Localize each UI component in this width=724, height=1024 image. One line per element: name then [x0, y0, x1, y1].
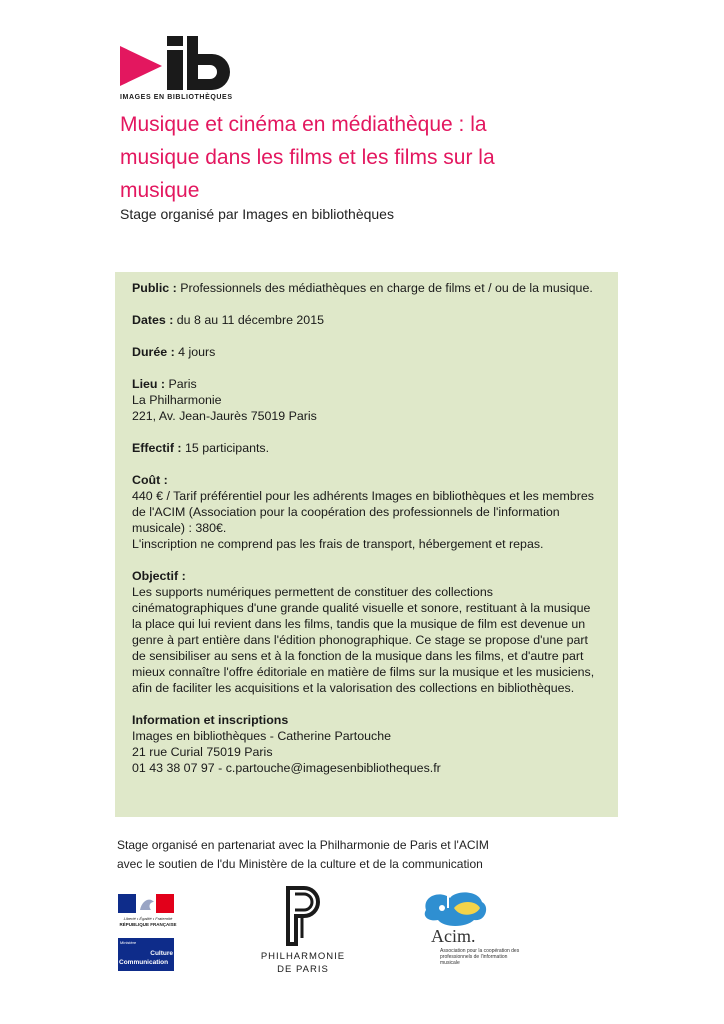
- logo-caption: IMAGES EN BIBLIOTHÈQUES: [120, 94, 233, 101]
- cout-note: L'inscription ne comprend pas les frais de transport, hébergement et repas.: [132, 537, 544, 551]
- cout-tarif: 440 € / Tarif préférentiel pour les adhérents Images en bibliothèques et les membres de l'ACIM (Association pour la coopération des professionnels de l'information musicale) : 380€.: [132, 489, 594, 535]
- ministere-culture-label: Culture: [150, 950, 173, 957]
- dates-block: [132, 312, 602, 328]
- footer-support: avec le soutien de l'du Ministère de la culture et de la communication: [117, 857, 483, 871]
- inscription-block: [132, 712, 602, 776]
- lieu-value: Paris: [168, 377, 197, 391]
- republique-francaise-logo: [118, 894, 174, 934]
- inscription-contact: Images en bibliothèques - Catherine Partouche: [132, 729, 391, 743]
- lieu-label: Lieu :: [132, 377, 166, 391]
- rf-motto: Liberté • Égalité • Fraternité: [123, 916, 173, 921]
- duree-label: Durée :: [132, 345, 175, 359]
- objectif-block: [132, 568, 602, 696]
- ministere-label: Ministère: [120, 940, 137, 945]
- objectif-text: Les supports numériques permettent de constituer des collections cinématographiques d'une grande qualité visuelle et sonore, restituant à la musique la place qui lui revient dans les films, tandis que la musique de film est devenue un genre à part entière dans l'édition phonographique. Ce stage se propose d'une part de sensibiliser au sens et à la fonction de la musique dans les films, et d'autre part mieux connaître l'offre éditoriale en matière de films sur la musique et les musiciens, afin de faciliter les acquisitions et la valorisation des collections en bibliothèques.: [132, 585, 595, 695]
- info-content: [132, 280, 602, 792]
- info-box: [115, 272, 618, 817]
- cout-block: [132, 472, 602, 552]
- effectif-block: [132, 440, 602, 456]
- ministere-culture-logo: [118, 938, 174, 971]
- objectif-label: Objectif :: [132, 569, 186, 583]
- duree-value: 4 jours: [178, 345, 216, 359]
- page-subtitle: Stage organisé par Images en bibliothèques: [120, 206, 394, 222]
- philharmonie-name: PHILHARMONIE: [260, 951, 346, 962]
- lieu-venue: La Philharmonie: [132, 393, 222, 407]
- cout-label: Coût :: [132, 473, 168, 487]
- acim-description: Association pour la coopération des professionnels de l'information musicale: [440, 948, 520, 966]
- footer-partnership: Stage organisé en partenariat avec la Philharmonie de Paris et l'ACIM: [117, 838, 489, 852]
- dates-value: du 8 au 11 décembre 2015: [176, 313, 324, 327]
- inscription-address: 21 rue Curial 75019 Paris: [132, 745, 273, 759]
- effectif-value: 15 participants.: [185, 441, 270, 455]
- ministere-communication-label: Communication: [119, 959, 169, 966]
- lieu-address: 221, Av. Jean-Jaurès 75019 Paris: [132, 409, 317, 423]
- duree-block: [132, 344, 602, 360]
- page-title: Musique et cinéma en médiathèque : la musique dans les films et les films sur la musique: [120, 113, 495, 202]
- public-block: [132, 280, 602, 296]
- public-value: Professionnels des médiathèques en charge de films et / ou de la musique.: [180, 281, 593, 295]
- rf-name: RÉPUBLIQUE FRANÇAISE: [119, 922, 177, 927]
- dates-label: Dates :: [132, 313, 174, 327]
- public-label: Public :: [132, 281, 177, 295]
- philharmonie-city: DE PARIS: [277, 964, 329, 975]
- lieu-block: [132, 376, 602, 424]
- effectif-label: Effectif :: [132, 441, 182, 455]
- philharmonie-logo: [282, 886, 324, 946]
- inscription-phone-email[interactable]: 01 43 38 07 97 - c.partouche@imagesenbibliotheques.fr: [132, 761, 441, 775]
- inscription-label: Information et inscriptions: [132, 713, 289, 727]
- acim-name: Acim.: [431, 926, 476, 946]
